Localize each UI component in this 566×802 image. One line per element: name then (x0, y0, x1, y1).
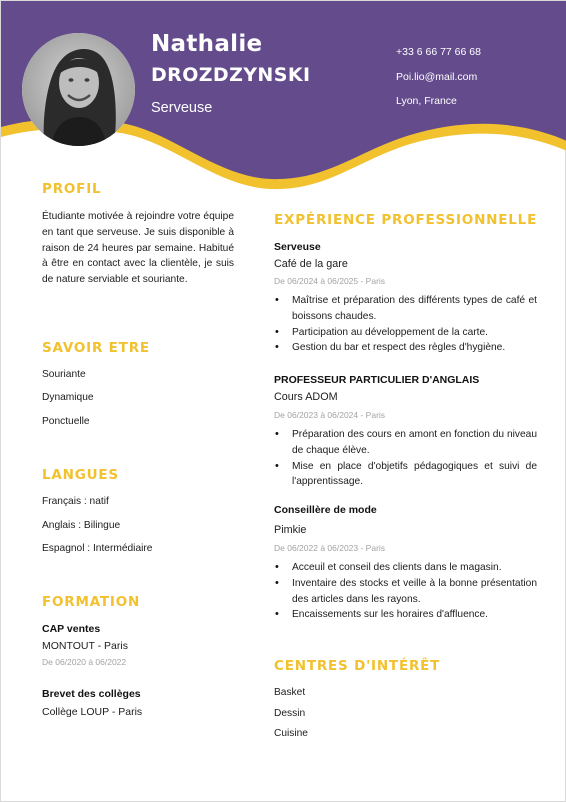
soft-skill-item: Souriante (42, 369, 86, 380)
education-school: Collège LOUP - Paris (42, 706, 143, 718)
interest-item: Dessin (274, 708, 306, 719)
contact-phone[interactable]: +33 6 66 77 66 68 (396, 46, 481, 58)
experience-task-item: • Inventaire des stocks et veille à la bonne présentation des articles dans les rayons. (274, 576, 537, 608)
job-title: Serveuse (151, 100, 213, 116)
experience-role: Conseillère de mode (274, 504, 377, 516)
education-dates: De 06/2020 à 06/2022 (42, 657, 127, 667)
contact-location: Lyon, France (396, 95, 457, 107)
section-title-interests: CENTRES D'INTÉRÊT (274, 658, 441, 674)
experience-task-item: • Participation au développement de la carte. (274, 325, 537, 341)
education-degree: Brevet des collèges (42, 688, 141, 700)
education-degree: CAP ventes (42, 623, 101, 635)
language-item: Anglais : Bilingue (42, 520, 121, 531)
section-title-soft-skills: SAVOIR ETRE (42, 340, 150, 356)
experience-role: PROFESSEUR PARTICULIER D'ANGLAIS (274, 374, 480, 386)
profile-photo (22, 33, 135, 146)
soft-skill-item: Ponctuelle (42, 416, 90, 427)
experience-task-item: • Mise en place d'objetifs pédagogiques et suivi de l'apprentissage. (274, 459, 537, 491)
experience-task-item: • Gestion du bar et respect des règles d'hygiène. (274, 340, 537, 356)
experience-task-item: • Préparation des cours en amont en fonction du niveau de chaque élève. (274, 427, 537, 459)
contact-email[interactable]: Poi.lio@mail.com (396, 71, 478, 83)
experience-dates: De 06/2024 à 06/2025 - Paris (274, 276, 386, 286)
experience-company: Café de la gare (274, 258, 348, 270)
experience-dates: De 06/2023 à 06/2024 - Paris (274, 410, 386, 420)
first-name: Nathalie (151, 31, 263, 57)
experience-tasks (274, 560, 537, 623)
interest-item: Basket (274, 687, 306, 698)
experience-dates: De 06/2022 à 06/2023 - Paris (274, 543, 386, 553)
experience-task-item: • Encaissements sur les horaires d'affluence. (274, 607, 537, 623)
section-title-experience: EXPÉRIENCE PROFESSIONNELLE (274, 212, 538, 228)
section-title-education: FORMATION (42, 594, 141, 610)
profile-photo-image (22, 33, 135, 146)
profile-text: Étudiante motivée à rejoindre votre équipe en tant que serveuse. Je suis disponible à raison de 24 heures par semaine. Habitué à être en contact avec la clientèle, je suis de nature serviable et souriante. (42, 211, 234, 286)
section-title-profile: PROFIL (42, 181, 102, 197)
language-item: Espagnol : Intermédiaire (42, 543, 153, 554)
soft-skill-item: Dynamique (42, 392, 94, 403)
experience-company: Cours ADOM (274, 391, 338, 403)
experience-company: Pimkie (274, 524, 307, 536)
experience-tasks (274, 427, 537, 490)
section-title-languages: LANGUES (42, 467, 119, 483)
experience-task-item: • Acceuil et conseil des clients dans le magasin. (274, 560, 537, 576)
interest-item: Cuisine (274, 728, 308, 739)
experience-task-item: • Maîtrise et préparation des différents types de café et boissons chaudes. (274, 293, 537, 325)
language-item: Français : natif (42, 496, 109, 507)
experience-role: Serveuse (274, 241, 321, 253)
education-school: MONTOUT - Paris (42, 640, 128, 652)
last-name: DROZDZYNSKI (151, 64, 311, 86)
experience-tasks (274, 293, 537, 356)
